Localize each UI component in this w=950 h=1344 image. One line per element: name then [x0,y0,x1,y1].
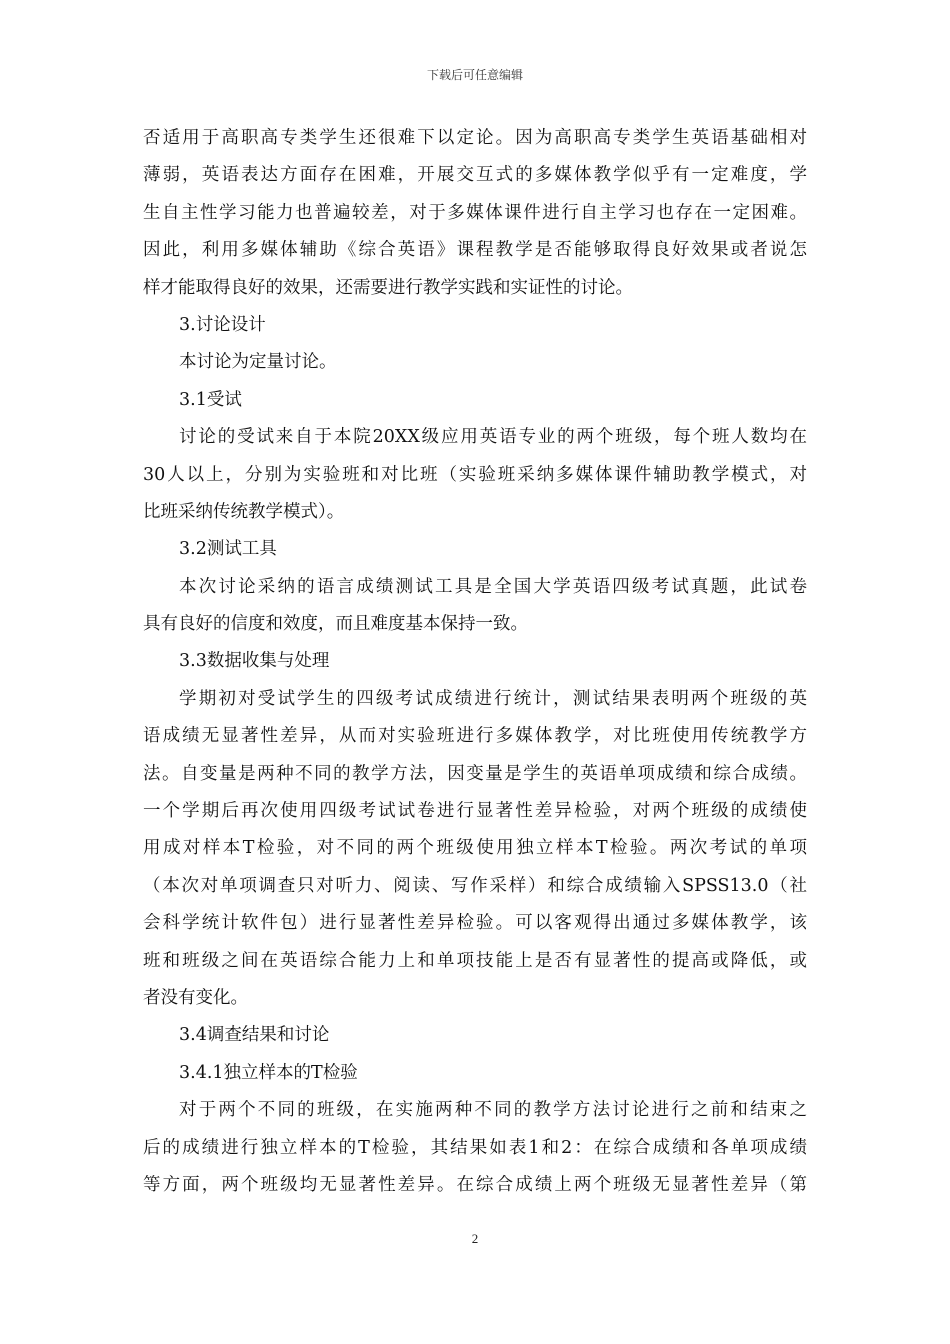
paragraph-line: 者没有变化。 [143,987,248,1008]
section-heading: 3.3数据收集与处理 [179,651,330,672]
paragraph-line: 后的成绩进行独立样本的T检验，其结果如表1和2：在综合成绩和各单项成绩 [143,1137,807,1158]
document-body [143,120,807,1204]
section-heading: 3.4调查结果和讨论 [179,1025,330,1046]
paragraph-line: 对于两个不同的班级，在实施两种不同的教学方法讨论进行之前和结束之 [179,1100,807,1121]
paragraph-line: 会科学统计软件包）进行显著性差异检验。可以客观得出通过多媒体教学，该 [143,913,807,934]
section-heading: 3.讨论设计 [179,314,266,335]
paragraph-line: 因此，利用多媒体辅助《综合英语》课程教学是否能够取得良好效果或者说怎 [143,240,807,261]
paragraph-line: 比班采纳传统教学模式）。 [143,501,345,522]
paragraph-line: 30人以上，分别为实验班和对比班（实验班采纳多媒体课件辅助教学模式，对 [143,464,807,485]
paragraph-line: 学期初对受试学生的四级考试成绩进行统计，测试结果表明两个班级的英 [179,688,807,709]
paragraph-line: 否适用于高职高专类学生还很难下以定论。因为高职高专类学生英语基础相对 [143,128,807,148]
page-number: 2 [471,1231,479,1246]
paragraph-line: 一个学期后再次使用四级考试试卷进行显著性差异检验，对两个班级的成绩使 [143,801,807,822]
paragraph-line: 用成对样本T检验，对不同的两个班级使用独立样本T检验。两次考试的单项 [143,838,807,859]
page-header: 下载后可任意编辑 [426,68,523,82]
paragraph-line: 薄弱，英语表达方面存在困难，开展交互式的多媒体教学似乎有一定难度，学 [143,165,807,186]
paragraph-line: 本讨论为定量讨论。 [179,352,337,373]
paragraph-line: （本次对单项调查只对听力、阅读、写作采样）和综合成绩输入SPSS13.0（社 [143,875,807,896]
paragraph-line: 讨论的受试来自于本院20XX级应用英语专业的两个班级，每个班人数均在 [179,427,807,448]
paragraph-line: 本次讨论采纳的语言成绩测试工具是全国大学英语四级考试真题，此试卷 [179,576,807,597]
subsection-heading: 3.4.1独立样本的T检验 [179,1062,358,1083]
paragraph-line: 法。自变量是两种不同的教学方法，因变量是学生的英语单项成绩和综合成绩。 [143,763,807,784]
paragraph-line: 等方面，两个班级均无显著性差异。在综合成绩上两个班级无显著性差异（第 [143,1174,807,1195]
section-heading: 3.1受试 [179,389,242,410]
paragraph-line: 具有良好的信度和效度，而且难度基本保持一致。 [143,614,528,635]
paragraph-line: 样才能取得良好的效果，还需要进行教学实践和实证性的讨论。 [143,277,633,298]
paragraph-line: 班和班级之间在英语综合能力上和单项技能上是否有显著性的提高或降低，或 [143,950,807,971]
paragraph-line: 生自主性学习能力也普遍较差，对于多媒体课件进行自主学习也存在一定困难。 [143,202,807,223]
paragraph-line: 语成绩无显著性差异，从而对实验班进行多媒体教学，对比班使用传统教学方 [143,726,807,747]
section-heading: 3.2测试工具 [179,539,277,560]
